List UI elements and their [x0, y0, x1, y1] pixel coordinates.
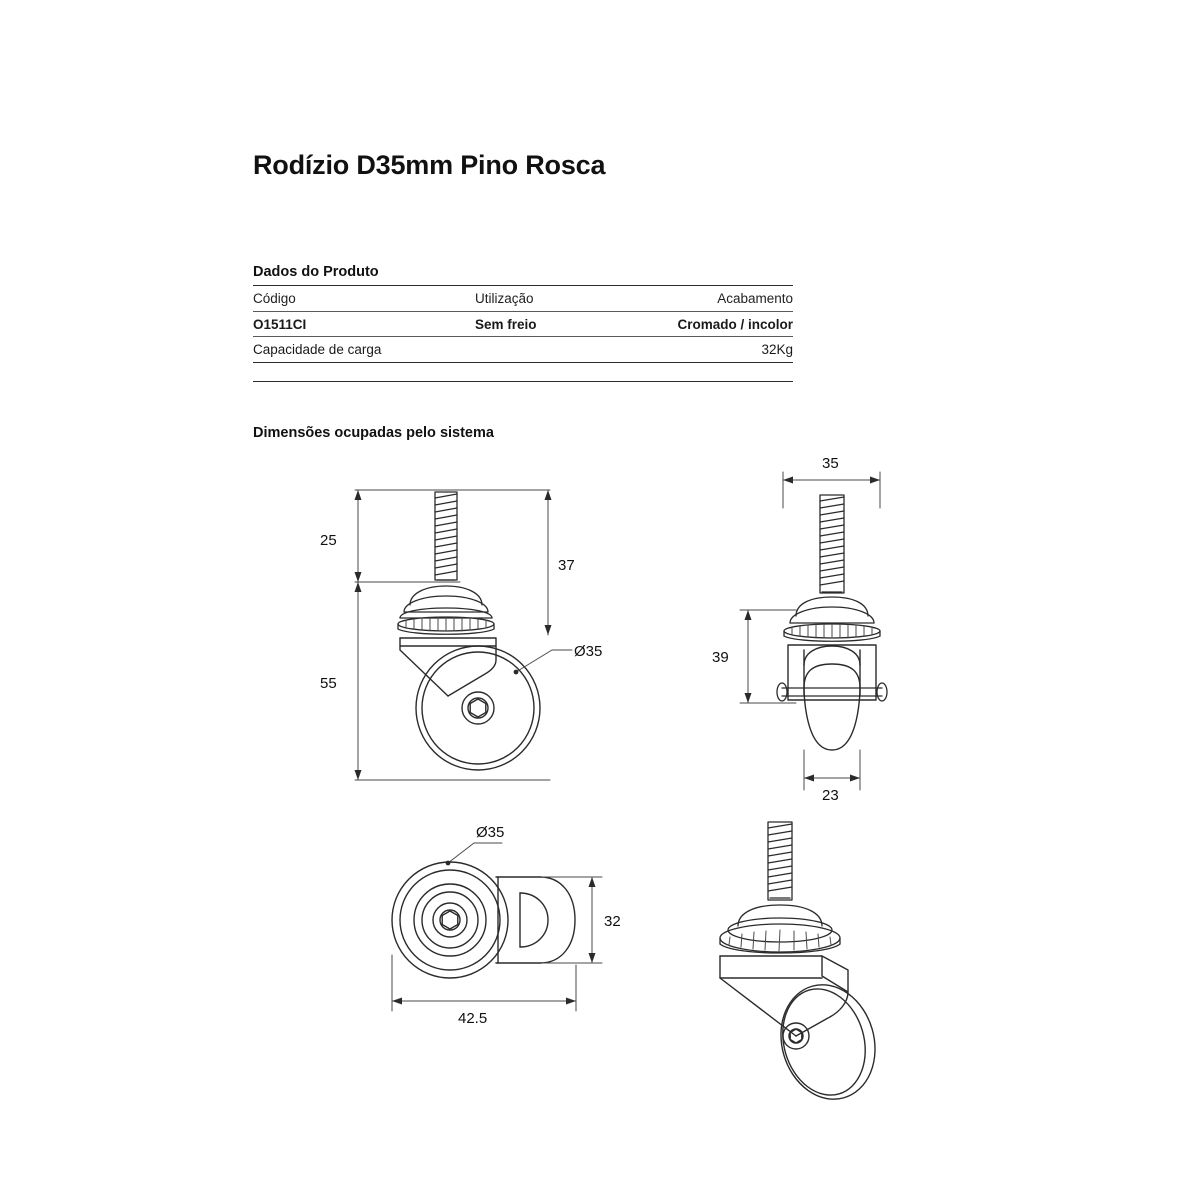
column-header-utilizacao: Utilização — [475, 291, 534, 306]
table-header-row — [253, 286, 793, 311]
table-row — [253, 312, 793, 337]
dim-35-label: 35 — [822, 455, 839, 472]
cell-capacity-value: 32Kg — [761, 342, 793, 357]
table-row-capacity — [253, 337, 793, 362]
dim-diameter-label-side: Ø35 — [574, 643, 603, 660]
cell-acabamento: Cromado / incolor — [677, 316, 793, 332]
dim-42-5-label: 42.5 — [458, 1010, 488, 1027]
page-title: Rodízio D35mm Pino Rosca — [253, 150, 606, 180]
drawing-top-view — [370, 815, 670, 1035]
product-data-heading: Dados do Produto — [253, 264, 379, 280]
cell-codigo: O1511CI — [253, 316, 307, 332]
dim-diameter-label-top: Ø35 — [476, 824, 505, 841]
column-header-codigo: Código — [253, 291, 296, 306]
dim-39-label: 39 — [712, 649, 729, 666]
cell-capacity-label: Capacidade de carga — [253, 342, 382, 357]
dim-55-label: 55 — [320, 675, 337, 692]
product-data-table — [253, 285, 793, 363]
drawing-isometric-view — [700, 810, 960, 1110]
drawing-side-view — [300, 460, 660, 800]
cell-utilizacao: Sem freio — [475, 316, 537, 332]
section-divider — [253, 381, 793, 382]
dim-25-label: 25 — [320, 532, 337, 549]
column-header-acabamento: Acabamento — [717, 291, 793, 306]
dim-32-label: 32 — [604, 913, 621, 930]
drawing-front-view — [700, 450, 960, 810]
table-rule-bottom — [253, 362, 793, 363]
dim-37-label: 37 — [558, 557, 575, 574]
dimensions-heading: Dimensões ocupadas pelo sistema — [253, 425, 494, 441]
dim-23-label: 23 — [822, 787, 839, 804]
